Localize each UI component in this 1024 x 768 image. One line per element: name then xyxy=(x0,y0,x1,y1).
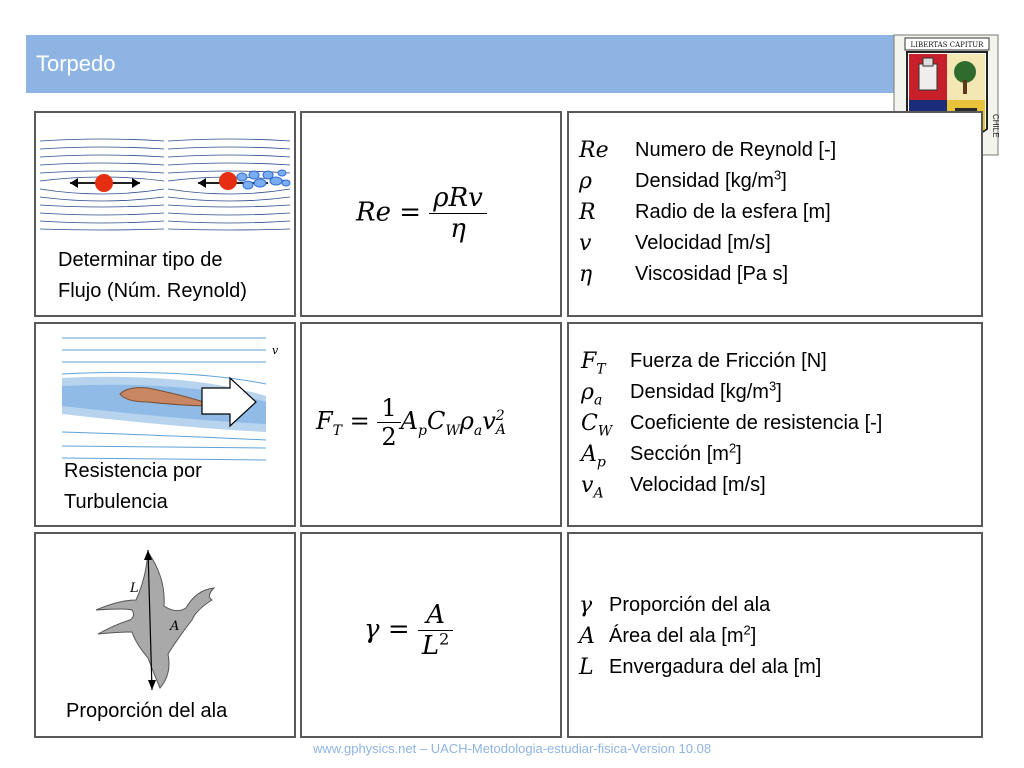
page-title: Torpedo xyxy=(36,51,116,76)
wing-diagram-box xyxy=(34,532,296,738)
reynolds-formula: Re = $\frac{\text{ρRv}}{\eta}$ xyxy=(356,183,487,244)
reynolds-formula-box xyxy=(300,111,562,317)
title-bar xyxy=(26,35,996,93)
velocity-label: v xyxy=(272,344,279,357)
legend-row xyxy=(581,377,981,408)
legend-text: Velocidad [m/s] xyxy=(630,474,766,496)
wing-area-label: A xyxy=(170,619,180,634)
legend-symbol: $C_W$ xyxy=(581,411,613,440)
legend-row xyxy=(581,346,981,377)
legend-row xyxy=(579,228,979,259)
legend-row xyxy=(579,166,979,197)
friction-formula-box xyxy=(300,322,562,527)
turbulence-caption: Resistencia por Turbulencia xyxy=(64,460,202,513)
legend-text: Sección $[m^2]$ xyxy=(630,440,742,465)
legend-text: Numero de Reynold [-] xyxy=(635,139,837,161)
wing-length-label: L xyxy=(130,581,139,596)
legend-symbol: L xyxy=(579,655,594,680)
legend-text: Fuerza de Fricción [N] xyxy=(630,350,827,372)
legend-row xyxy=(579,590,979,621)
friction-formula: $F_T$ = $\frac{1}{2}$ $A_pC_W\rho_av$ 2 A xyxy=(316,394,506,451)
legend-symbol: A xyxy=(579,624,595,649)
legend-symbol: v xyxy=(579,231,592,256)
footer-text: www.gphysics.net – UACH-Metodologia-estudiar-fisica-Version 10.08 xyxy=(312,741,712,756)
turbulence-diagram xyxy=(36,328,294,468)
legend-row xyxy=(581,408,981,439)
legend-row xyxy=(581,439,981,470)
logo-side-text: CHILE xyxy=(991,114,1000,138)
legend-symbol: $\rho_a$ xyxy=(581,380,603,409)
legend-text: Densidad $[kg/m^3]$ xyxy=(635,167,787,192)
legend-symbol: R xyxy=(579,200,596,225)
legend-text: Densidad $[kg/m^3]$ xyxy=(630,378,782,403)
wing-formula: γ = $\frac{A}{L^2}$ xyxy=(364,600,453,661)
legend-row xyxy=(579,259,979,290)
wing-formula-box xyxy=(300,532,562,738)
friction-legend-box xyxy=(567,322,983,527)
legend-text: Coeficiente de resistencia [-] xyxy=(630,412,883,434)
reynolds-legend-box xyxy=(567,111,983,317)
legend-text: Radio de la esfera [m] xyxy=(635,201,831,223)
legend-symbol: ρ xyxy=(579,169,592,194)
legend-row xyxy=(579,197,979,228)
legend-row xyxy=(579,652,979,683)
legend-row xyxy=(579,621,979,652)
legend-row xyxy=(581,470,981,501)
legend-symbol: $v_A$ xyxy=(581,473,604,502)
wing-caption: Proporción del ala xyxy=(66,700,228,722)
legend-symbol: $F_T$ xyxy=(581,349,606,378)
logo-text: LIBERTAS CAPITUR xyxy=(910,41,984,49)
flow-diagram-box xyxy=(34,111,296,317)
swallow-diagram xyxy=(36,538,294,698)
legend-text: Área del ala $[m^2]$ xyxy=(609,622,757,647)
legend-row xyxy=(579,135,979,166)
legend-text: Velocidad [m/s] xyxy=(635,232,771,254)
legend-text: Viscosidad [Pa s] xyxy=(635,263,789,285)
turbulence-diagram-box xyxy=(34,322,296,527)
wing-legend-box xyxy=(567,532,983,738)
legend-text: Envergadura del ala [m] xyxy=(609,656,822,678)
legend-symbol: γ xyxy=(579,593,593,618)
reynolds-caption: Determinar tipo de Flujo (Núm. Reynold) xyxy=(58,249,247,302)
legend-symbol: Re xyxy=(579,138,609,163)
legend-text: Proporción del ala xyxy=(609,594,771,616)
legend-symbol: $A_p$ xyxy=(581,442,606,471)
legend-symbol: η xyxy=(579,262,593,287)
reynolds-flow-diagram xyxy=(36,123,294,243)
